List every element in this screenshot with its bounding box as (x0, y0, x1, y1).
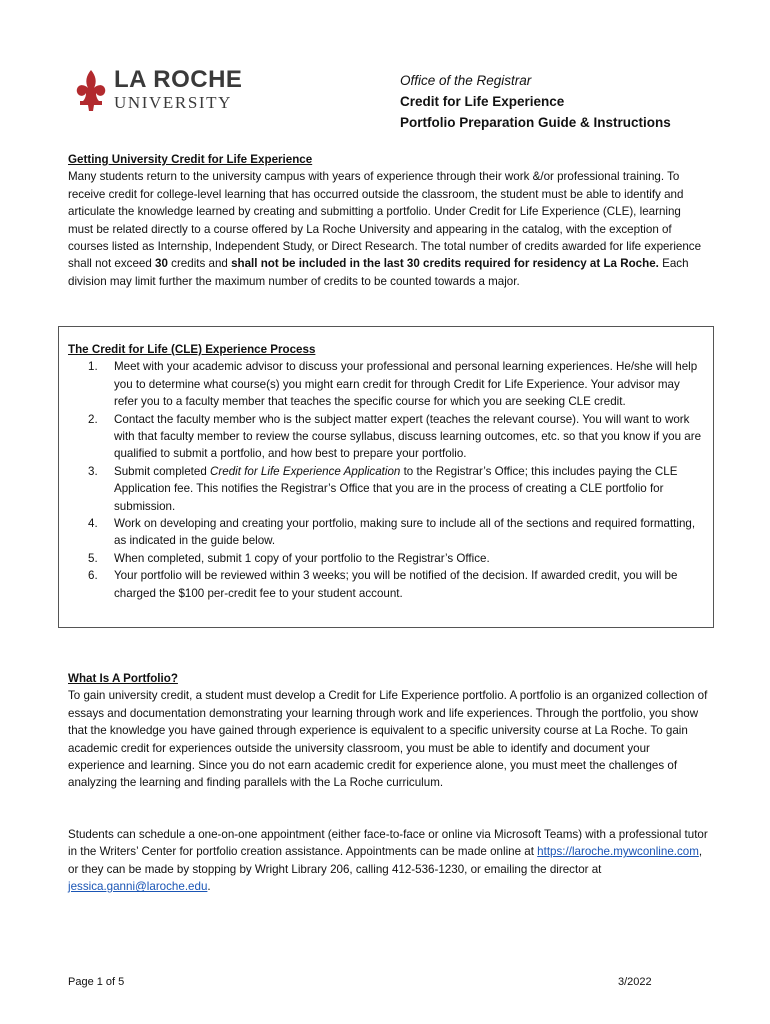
logo-text-secondary: UNIVERSITY (114, 93, 232, 112)
step-number: 4. (88, 517, 98, 531)
fleur-de-lis-icon (74, 68, 108, 112)
process-step (68, 411, 704, 463)
intro-section (68, 151, 708, 290)
intro-text-a: Many students return to the university campus with years of experience through their work &/or professional training. To receive credit for college-level learning that has occurred outside the classroom, the student must be able to identify and articulate the knowledge learned by creating and submitting a portfolio. Under Credit for Life Experience (CLE), learning must be related directly to a course offered by La Roche University and appearing in the catalog, with the exception of courses listed as Internship, Independent Study, or Direct Research. The total number of credits awarded for life experience shall not exceed (68, 170, 702, 271)
process-box (58, 326, 714, 628)
step-text: Submit completed (114, 464, 211, 478)
document-date: 3/2022 (618, 976, 652, 988)
document-title: Credit for Life Experience (400, 94, 565, 109)
process-steps-list (68, 358, 704, 602)
office-name: Office of the Registrar (400, 73, 532, 88)
tutoring-paragraph (68, 826, 708, 896)
step-number: 1. (88, 360, 98, 374)
intro-heading: Getting University Credit for Life Experience (68, 153, 313, 166)
document-header (400, 70, 730, 133)
step-text: Work on developing and creating your portfolio, making sure to include all of the sections and required formatting, as indicated in the guide below. (114, 517, 696, 548)
step-text: Your portfolio will be reviewed within 3 weeks; you will be notified of the decision. If awarded credit, you will be charged the $100 per-credit fee to your student account. (114, 569, 678, 600)
tutoring-text-c: . (207, 880, 211, 894)
process-step (68, 567, 704, 602)
tutoring-section (68, 826, 708, 896)
step-text: Meet with your academic advisor to discuss your professional and personal learning experiences. He/she will help you to determine what course(s) you might earn credit for through Credit for Life Experience. Your advisor may refer you to a faculty member that teaches the specific course for which you are seeking CLE credit. (114, 360, 698, 409)
process-step (68, 358, 704, 410)
page-number: Page 1 of 5 (68, 976, 125, 988)
intro-bold-residency: shall not be included in the last 30 credits required for residency at La Roche. (231, 257, 659, 271)
portfolio-section (68, 670, 708, 792)
process-step (68, 515, 704, 550)
director-email-link[interactable]: jessica.ganni@laroche.edu (68, 880, 208, 894)
application-name: Credit for Life Experience Application (210, 464, 401, 478)
intro-text-c: Each division may limit further the maximum number of credits to be counted towards a major. (68, 257, 689, 288)
university-logo (74, 68, 264, 112)
document-subtitle: Portfolio Preparation Guide & Instructions (400, 115, 671, 130)
intro-paragraph (68, 168, 708, 290)
portfolio-paragraph: To gain university credit, a student must develop a Credit for Life Experience portfolio. A portfolio is an organized collection of essays and documentation demonstrating your learning through work and life experiences. Through the portfolio, you show that the knowledge you have gained through experience is equivalent to a specific university course at La Roche. To gain academic credit for experiences outside the university classroom, you must be able to identify and document your experience and learning. Since you do not earn academic credit for experience alone, you must meet the challenges of analyzing the learning and finding parallels with the La Roche curriculum. (68, 689, 708, 790)
intro-bold-credits: 30 (155, 257, 168, 271)
step-text: Contact the faculty member who is the subject matter expert (teaches the relevant course). You will want to work with that faculty member to review the course syllabus, discuss learning outcomes, etc. so that you know if you are qualified to submit a portfolio, and how best to prepare your portfolio. (114, 412, 702, 461)
process-heading: The Credit for Life (CLE) Experience Process (68, 343, 316, 356)
intro-text-b: credits and (167, 257, 232, 271)
step-text: When completed, submit 1 copy of your portfolio to the Registrar’s Office. (114, 551, 490, 565)
step-number: 2. (88, 412, 98, 426)
portfolio-heading: What Is A Portfolio? (68, 672, 178, 685)
tutoring-text-a: Students can schedule a one-on-one appointment (either face-to-face or online via Microsoft Teams) with a professional tutor in the Writers’ Center for portfolio creation assistance. Appointments can be made online at (68, 828, 708, 859)
step-text: to the Registrar’s Office; this includes paying the CLE Application fee. This notifies the Registrar’s Office that you are in the process of creating a CLE portfolio for submission. (114, 464, 678, 513)
logo-text-primary: LA ROCHE (114, 66, 243, 93)
step-number: 6. (88, 569, 98, 583)
process-step (68, 463, 704, 515)
wconline-link[interactable]: https://laroche.mywconline.com (537, 845, 699, 859)
process-step (68, 550, 704, 567)
tutoring-text-b: , or they can be made by stopping by Wright Library 206, calling 412-536-1230, or emailing the director at (68, 845, 703, 876)
step-number: 5. (88, 551, 98, 565)
step-number: 3. (88, 464, 98, 478)
